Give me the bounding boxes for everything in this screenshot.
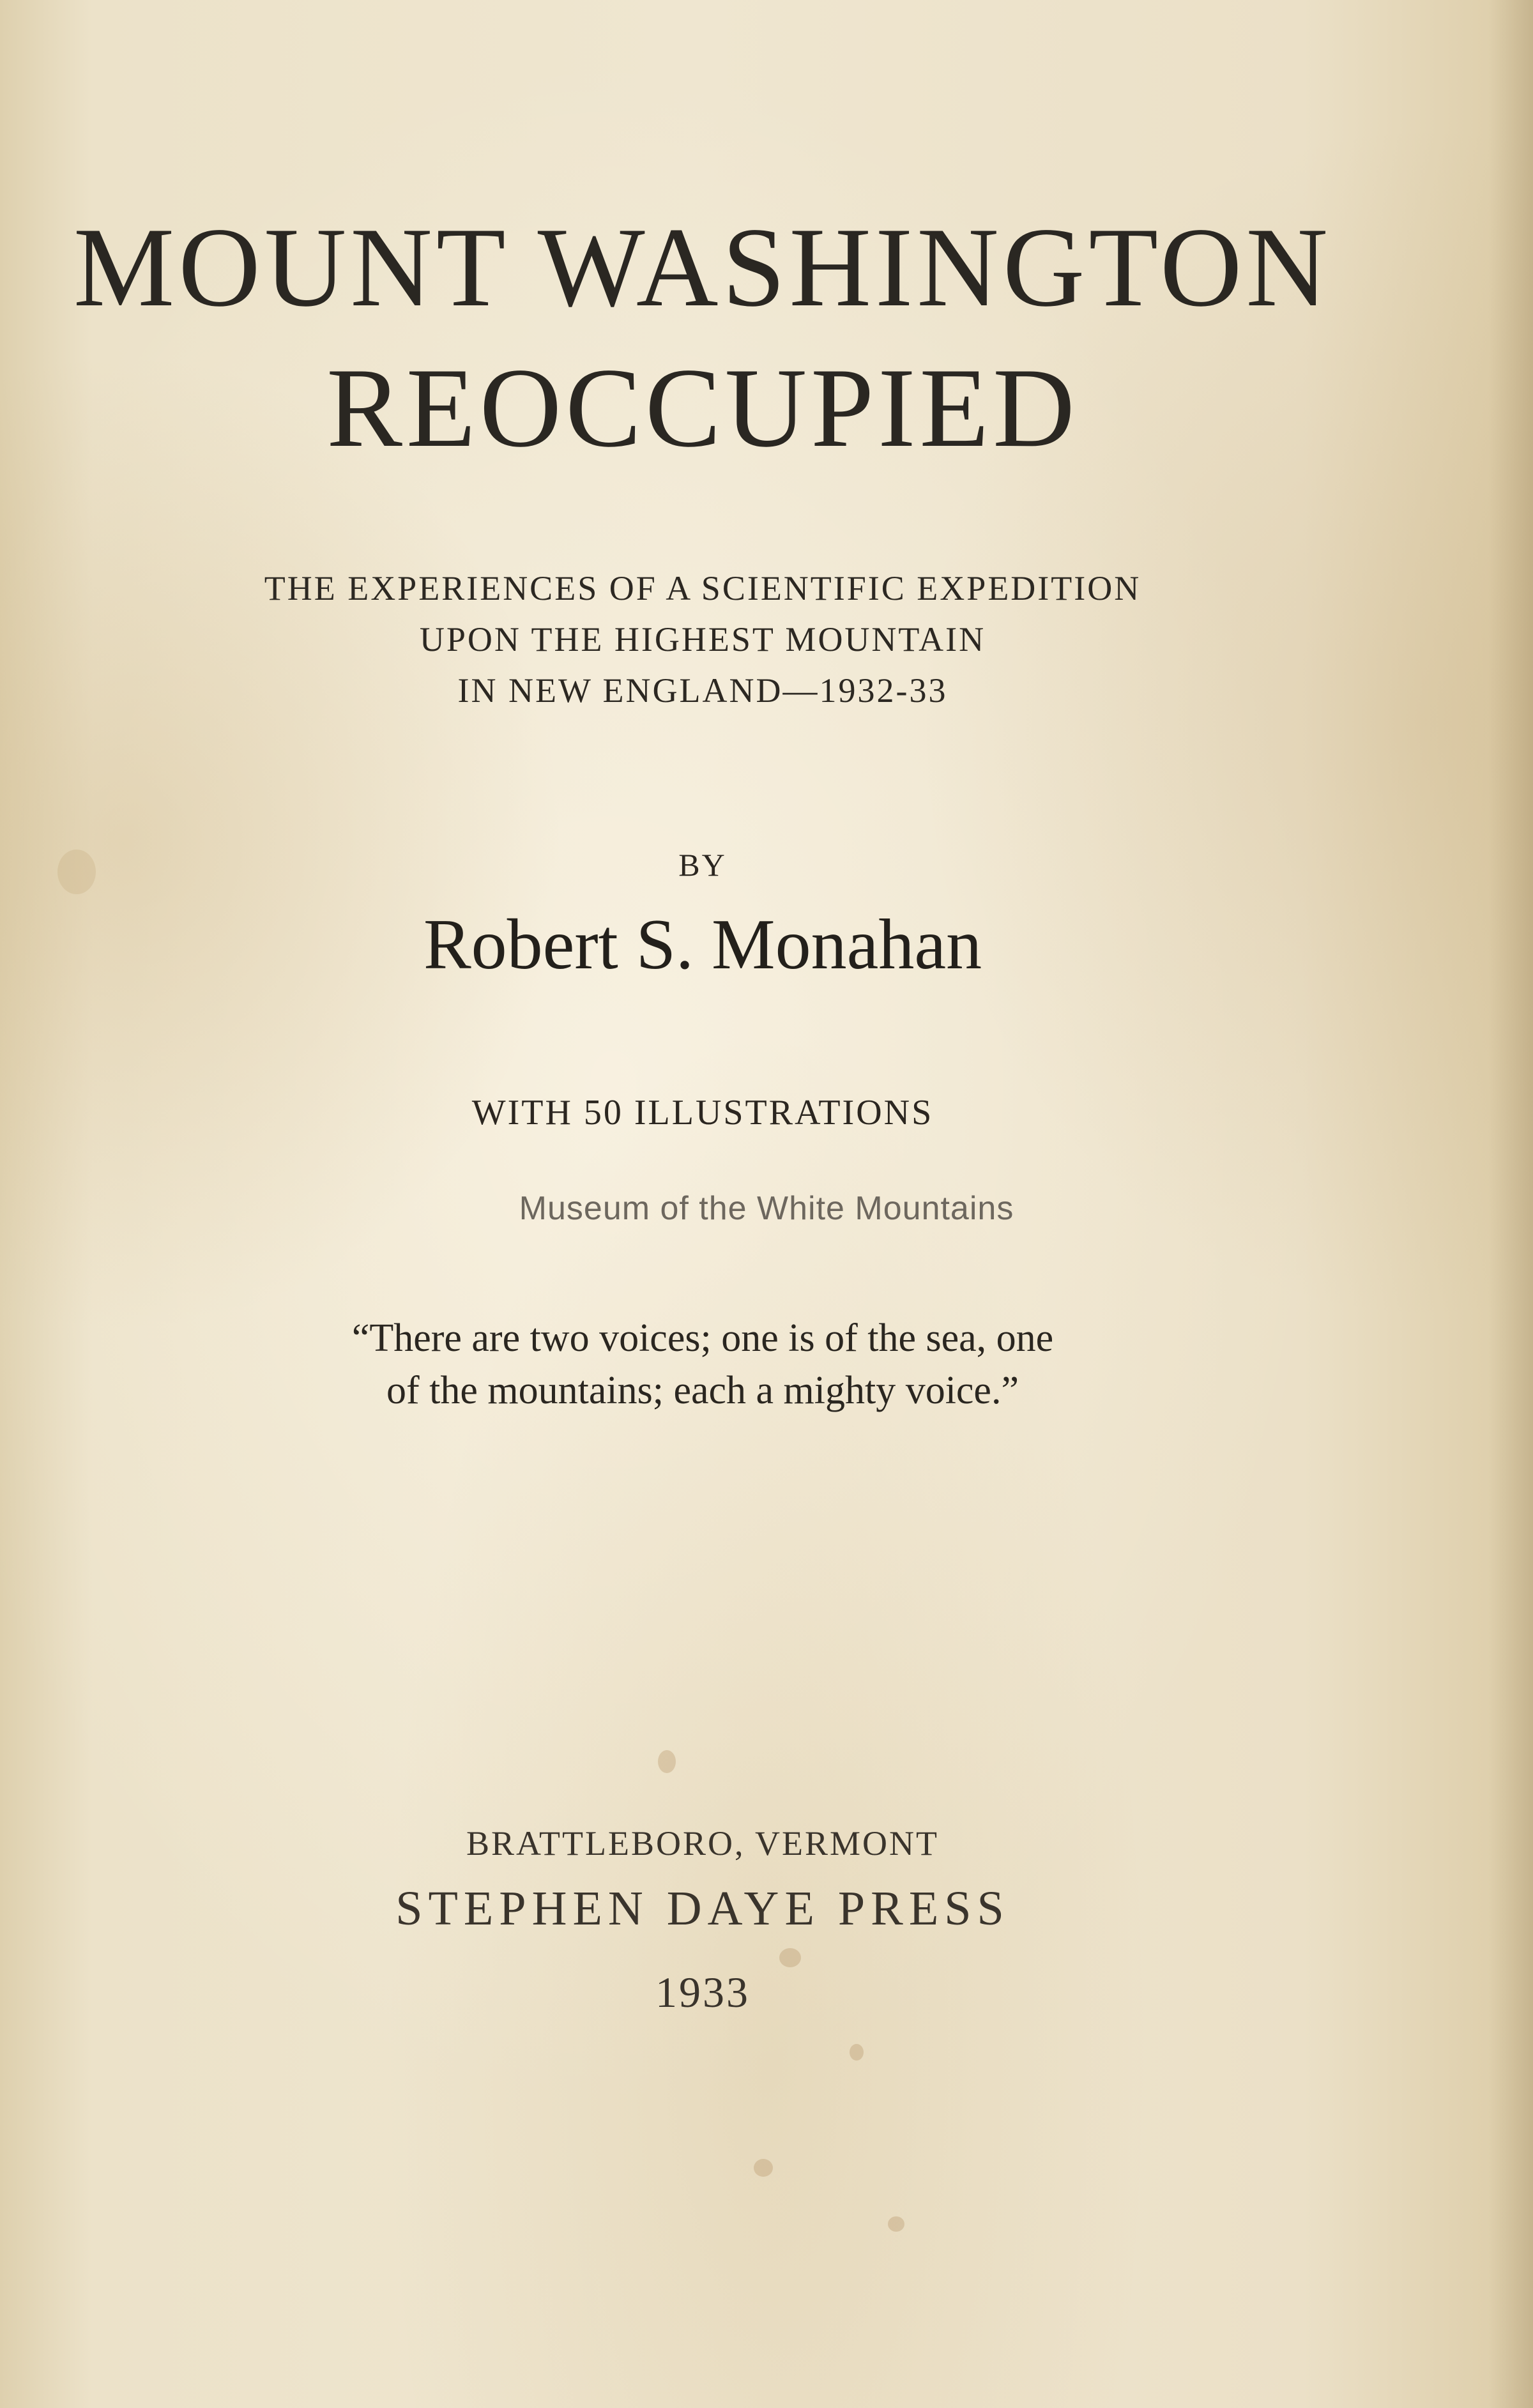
foxing-spot	[850, 2044, 864, 2061]
author-name: Robert S. Monahan	[423, 905, 982, 984]
subtitle-line-2: UPON THE HIGHEST MOUNTAIN	[419, 620, 986, 659]
subtitle-line-1: THE EXPERIENCES OF A SCIENTIFIC EXPEDITION	[264, 569, 1141, 607]
epigraph-line-2: of the mountains; each a mighty voice.”	[386, 1369, 1019, 1412]
illustrations-note: WITH 50 ILLUSTRATIONS	[471, 1093, 934, 1132]
museum-watermark: Museum of the White Mountains	[519, 1190, 1014, 1227]
foxing-spot	[888, 2216, 904, 2232]
book-title-line-1: MOUNT WASHINGTON	[73, 204, 1332, 330]
imprint-year: 1933	[655, 1968, 750, 2016]
foxing-spot	[779, 1948, 801, 1967]
subtitle-line-3: IN NEW ENGLAND—1932-33	[457, 671, 948, 710]
imprint-publisher: STEPHEN DAYE PRESS	[395, 1882, 1010, 1935]
foxing-spot	[754, 2159, 773, 2177]
by-label: BY	[678, 847, 727, 883]
book-title-line-2: REOCCUPIED	[326, 344, 1079, 471]
page-edge-shadow	[1488, 0, 1533, 2408]
imprint-city: BRATTLEBORO, VERMONT	[466, 1824, 940, 1863]
foxing-spot	[658, 1750, 676, 1773]
epigraph-line-1: “There are two voices; one is of the sea, one	[351, 1316, 1054, 1360]
